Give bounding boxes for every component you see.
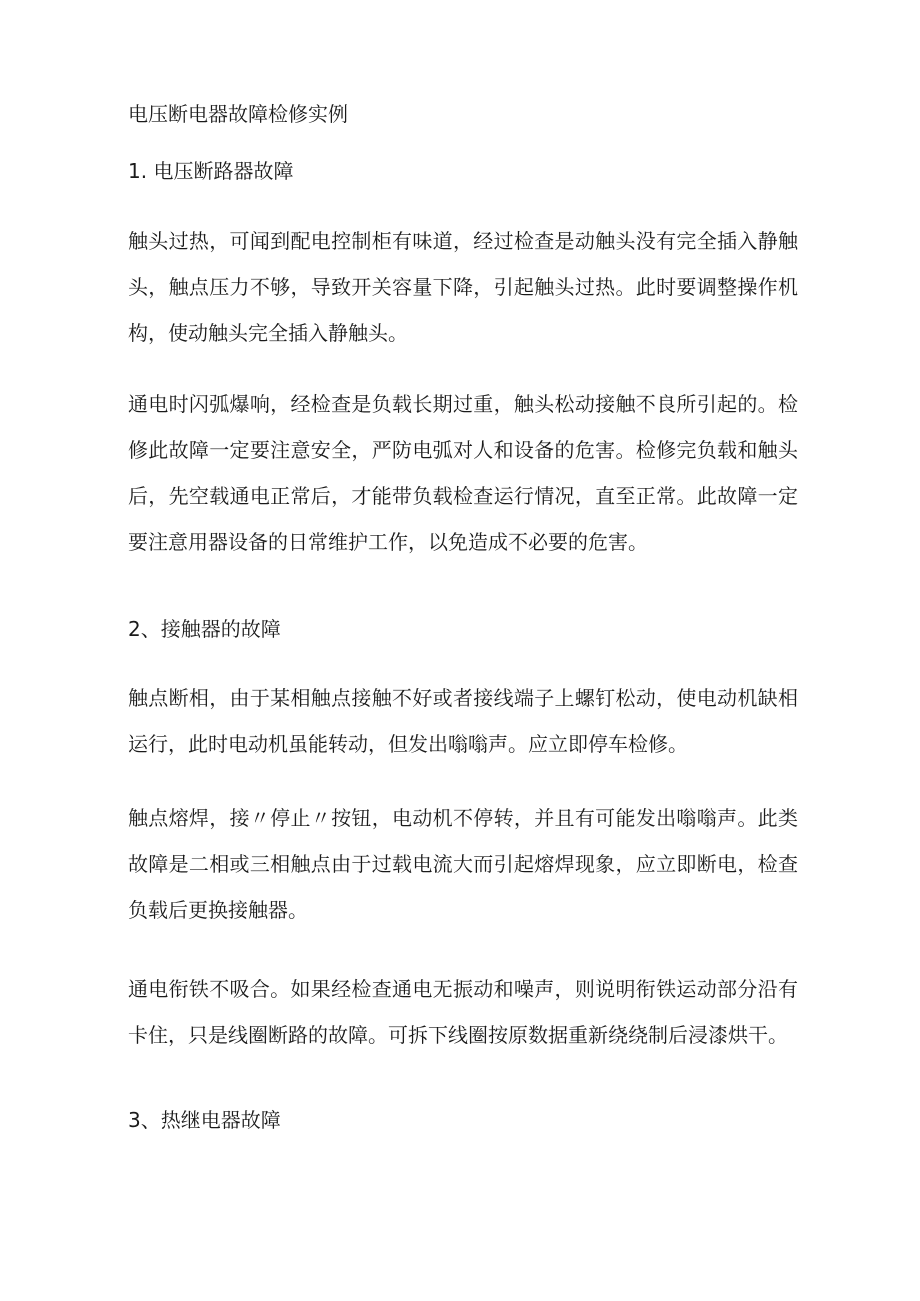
section-1-paragraph-1: 触头过热，可闻到配电控制柜有味道，经过检查是动触头没有完全插入静触头，触点压力不够，导致开关容量下降，引起触头过热。此时要调整操作机构，使动触头完全插入静触头。 (128, 229, 798, 345)
section-2-paragraph-2: 触点熔焊，接〃停止〃按钮，电动机不停转，并且有可能发出嗡嗡声。此类故障是二相或三相触点由于过载电流大而引起熔焊现象，应立即断电，检查负载后更换接触器。 (128, 806, 798, 922)
section-2-paragraph-1: 触点断相，由于某相触点接触不好或者接线端子上螺钉松动，使电动机缺相运行，此时电动机虽能转动，但发出嗡嗡声。应立即停车检修。 (128, 686, 798, 756)
section-heading-2: 2、接触器的故障 (128, 617, 281, 641)
section-1-paragraph-2: 通电时闪弧爆响，经检查是负载长期过重，触头松动接触不良所引起的。检修此故障一定要注意安全，严防电弧对人和设备的危害。检修完负载和触头后，先空载通电正常后，才能带负载检查运行情况，直至正常。此故障一定要注意用器设备的日常维护工作，以免造成不必要的危害。 (128, 392, 798, 554)
section-2-paragraph-3: 通电衔铁不吸合。如果经检查通电无振动和噪声，则说明衔铁运动部分沿有卡住，只是线圈断路的故障。可拆下线圈按原数据重新绕绕制后浸漆烘干。 (128, 977, 798, 1047)
section-heading-3: 3、热继电器故障 (128, 1108, 281, 1132)
document-title: 电压断电器故障检修实例 (128, 102, 348, 126)
section-heading-1: 1. 电压断路器故障 (128, 159, 294, 183)
